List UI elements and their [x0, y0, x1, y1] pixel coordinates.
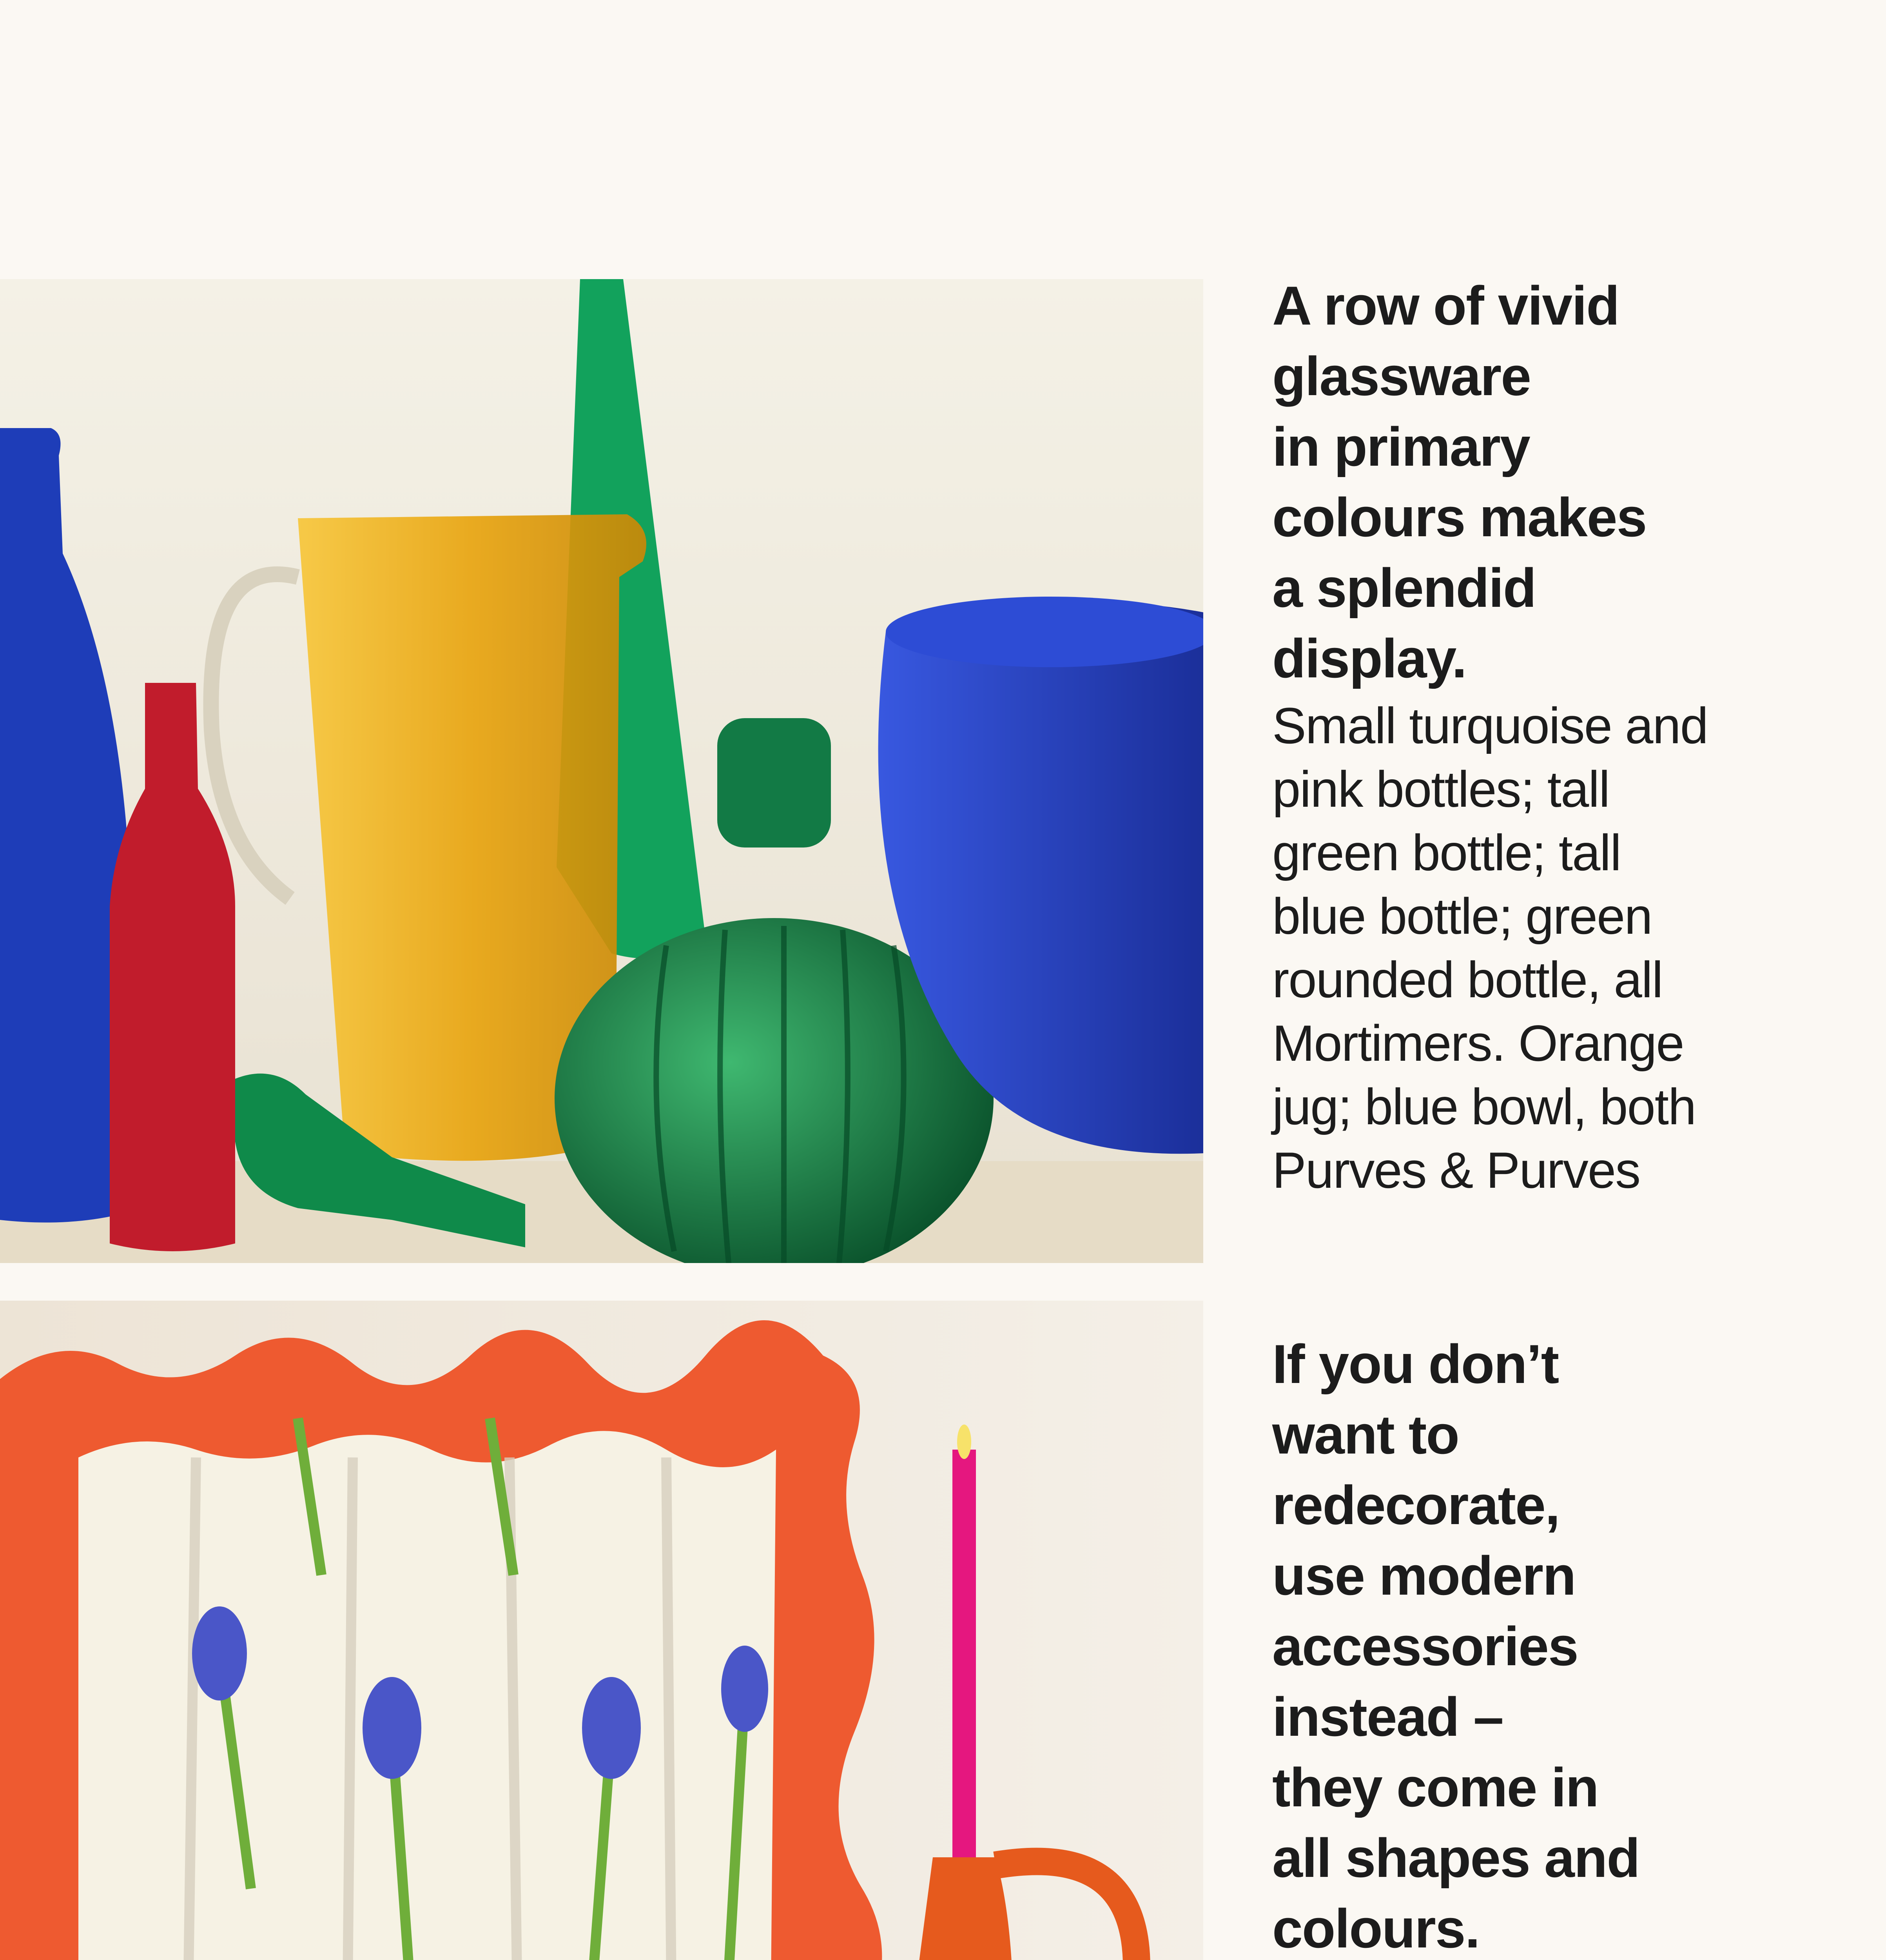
caption-headline: A row of vivid glassware in primary colours makes a splendid display.: [1272, 275, 1647, 689]
caption-headline: If you don’t want to redecorate, use modern accessories instead – they come in all shapes and colours.: [1272, 1333, 1639, 1959]
glassware-photo: [0, 279, 1203, 1263]
green-bottle-neck: [717, 718, 831, 848]
glassware-caption: [1272, 270, 1864, 1202]
bowl-rim: [886, 597, 1203, 667]
mirror-caption: [1272, 1329, 1864, 1960]
pink-candle: [952, 1450, 976, 1857]
candle-flame: [957, 1425, 971, 1459]
caption-credits: Small turquoise and pink bottles; tall green bottle; tall blue bottle; green rounded bottle, all Mortimers. Orange jug; blue bowl, both Purves & Purves: [1272, 697, 1708, 1199]
mirror-photo: [0, 1301, 1203, 1960]
